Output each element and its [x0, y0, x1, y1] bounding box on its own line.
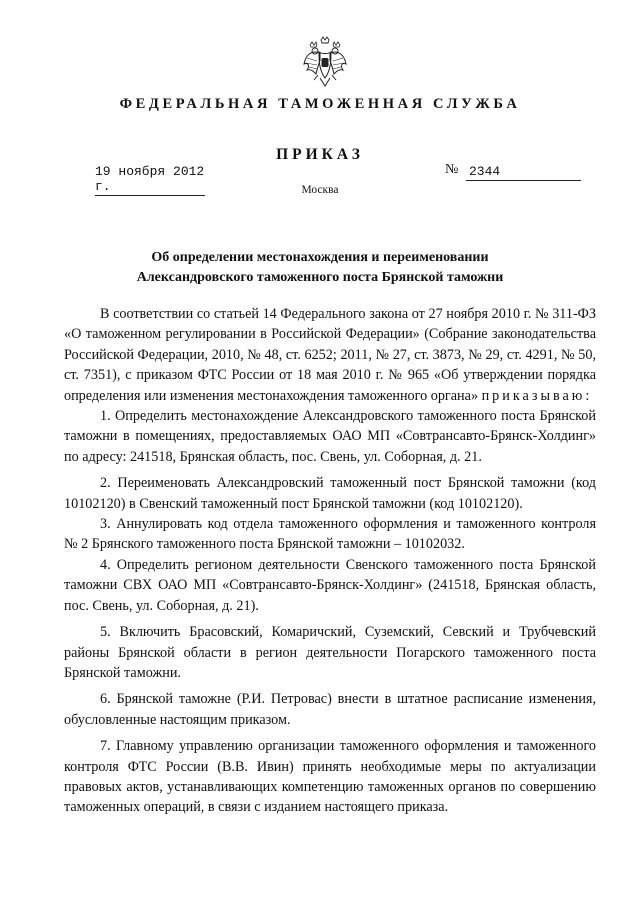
- order-item: 4. Определить регионом деятельности Свенского таможенного поста Брянской таможни СВХ ОАО МП «Совтрансавто-Брянск-Холдинг» (241518, Брянская область, пос. Свень, ул. Соборная, д. 21).: [64, 556, 596, 614]
- order-item: 5. Включить Брасовский, Комаричский, Суземский, Севский и Трубчевский районы Брянской области в регион деятельности Погарского таможенного поста Брянской таможни.: [64, 624, 596, 681]
- heading-line-2: Александровского таможенного поста Брянской таможни: [136, 270, 504, 285]
- preamble-text: В соответствии со статьей 14 Федерального закона от 27 ноября 2010 г. № 311-ФЗ «О таможенном регулировании в Российской Федерации» (Собрание законодательства Российской Федерации, 2010, № 48, ст. 6252; 2011, № 27, ст. 3873, № 29, ст. 4291, № 50, ст. 7351), с приказом ФТС России от 18 мая 2010 г. № 965 «Об утверждении порядка определения или изменения местонахождения таможенного органа»: [64, 306, 596, 404]
- order-number: 2344: [466, 164, 581, 181]
- order-date: 19 ноября 2012 г.: [95, 164, 205, 194]
- document-body: [64, 304, 596, 818]
- order-item: 1. Определить местонахождение Александровского таможенного поста Брянской таможни в помещениях, предоставляемых ОАО МП «Совтрансавто-Брянск-Холдинг» по адресу: 241518, Брянская область, пос. Свень, ул. Соборная, д. 21.: [64, 408, 596, 465]
- order-item: 7. Главному управлению организации таможенного оформления и таможенного контроля ФТС России (В.В. Ивин) принять необходимые меры по актуализации правовых актов, устанавливающих компетенцию таможенных органов по совершению таможенных операций, в связи с изданием настоящего приказа.: [64, 738, 596, 816]
- coat-of-arms-icon: [302, 36, 348, 88]
- preamble-paragraph: [64, 304, 596, 406]
- number-sign: №: [445, 162, 459, 177]
- order-item: 2. Переименовать Александровский таможенный пост Брянской таможни (код 10102120) в Свенский таможенный пост Брянской таможни (код 10102120).: [64, 475, 596, 512]
- command-word: приказываю:: [481, 387, 593, 404]
- document-type: ПРИКАЗ: [276, 146, 364, 163]
- city: Москва: [301, 184, 339, 196]
- agency-name: ФЕДЕРАЛЬНАЯ ТАМОЖЕННАЯ СЛУЖБА: [119, 96, 521, 112]
- document-heading: [100, 248, 540, 288]
- heading-line-1: Об определении местонахождения и переименовании: [151, 250, 489, 265]
- order-item: 6. Брянской таможне (Р.И. Петровас) внести в штатное расписание изменения, обусловленные настоящим приказом.: [64, 691, 596, 728]
- order-item: 3. Аннулировать код отдела таможенного оформления и таможенного контроля № 2 Брянского таможенного поста Брянской таможни – 10102032.: [64, 516, 596, 553]
